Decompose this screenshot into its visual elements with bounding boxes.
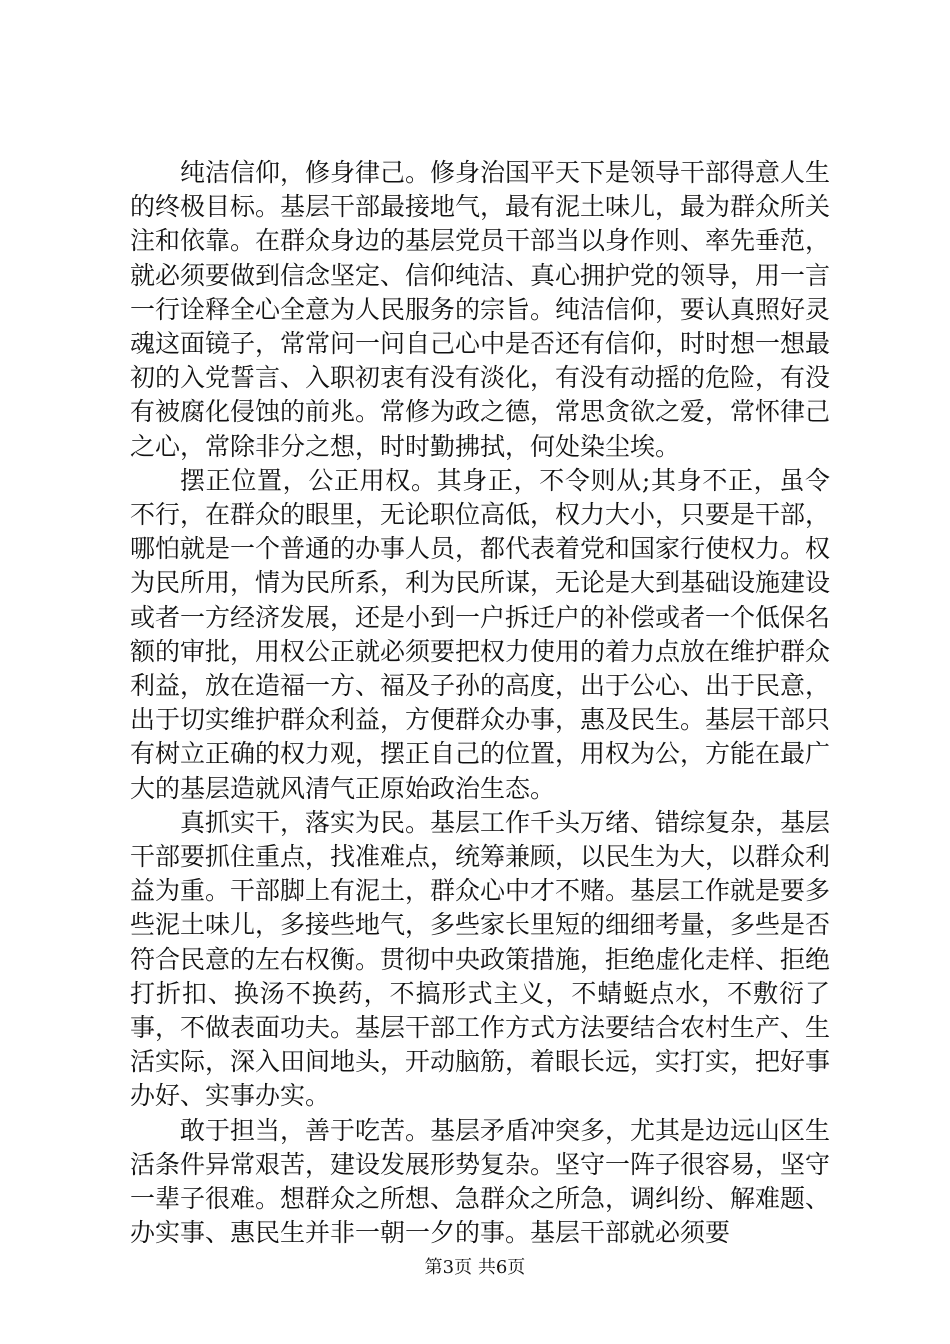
paragraph-3: 真抓实干，落实为民。基层工作千头万绪、错综复杂，基层干部要抓住重点，找准难点，统筹兼顾，以民生为大，以群众利益为重。干部脚上有泥土，群众心中才不赌。基层工作就是要多些泥土味儿，多接些地气，多些家长里短的细细考量，多些是否符合民意的左右权衡。贯彻中央政策措施，拒绝虚化走样、拒绝打折扣、换汤不换药，不搞形式主义，不蜻蜓点水，不敷衍了事，不做表面功夫。基层干部工作方式方法要结合农村生产、生活实际，深入田间地头，开动脑筋，着眼长远，实打实，把好事办好、实事办实。 [130,807,831,1111]
body-text [130,156,830,1251]
paragraph-2: 摆正位置，公正用权。其身正，不令则从;其身不正，虽令不行，在群众的眼里，无论职位高低，权力大小，只要是干部，哪怕就是一个普通的办事人员，都代表着党和国家行使权力。权为民所用，情为民所系，利为民所谋，无论是大到基础设施建设或者一方经济发展，还是小到一户拆迁户的补偿或者一个低保名额的审批，用权公正就必须要把权力使用的着力点放在维护群众利益，放在造福一方、福及子孙的高度，出于公心、出于民意，出于切实维护群众利益，方便群众办事，惠及民生。基层干部只有树立正确的权力观，摆正自己的位置，用权为公，方能在最广大的基层造就风清气正原始政治生态。 [130,465,831,803]
paragraph-1: 纯洁信仰，修身律己。修身治国平天下是领导干部得意人生的终极目标。基层干部最接地气，最有泥土味儿，最为群众所关注和依靠。在群众身边的基层党员干部当以身作则、率先垂范，就必须要做到信念坚定、信仰纯洁、真心拥护党的领导，用一言一行诠释全心全意为人民服务的宗旨。纯洁信仰，要认真照好灵魂这面镜子，常常问一问自己心中是否还有信仰，时时想一想最初的入党誓言、入职初衷有没有淡化，有没有动摇的危险，有没有被腐化侵蚀的前兆。常修为政之德，常思贪欲之爱，常怀律己之心，常除非分之想，时时勤拂拭，何处染尘埃。 [130,158,831,461]
page-footer: 第3页 共6页 [424,1257,526,1278]
paragraph-4: 敢于担当，善于吃苦。基层矛盾冲突多，尤其是边远山区生活条件异常艰苦，建设发展形势复杂。坚守一阵子很容易，坚守一辈子很难。想群众之所想、急群众之所急，调纠纷、解难题、办实事、惠民生并非一朝一夕的事。基层干部就必须要 [130,1115,831,1248]
